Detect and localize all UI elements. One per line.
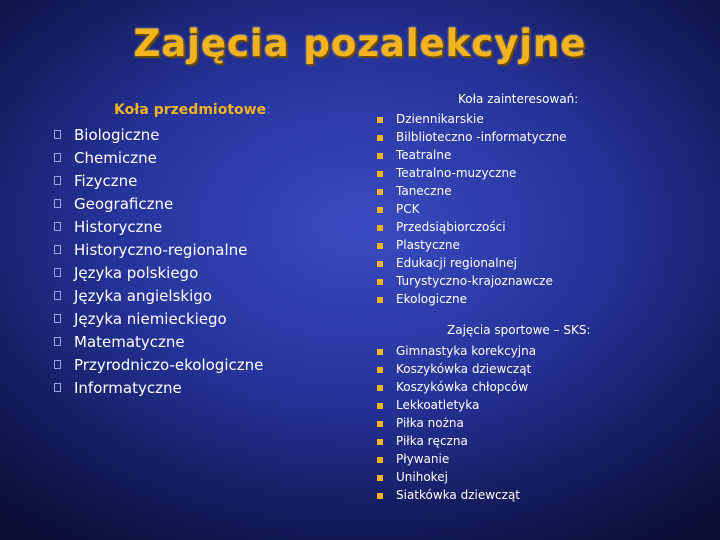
list-item-label: Dziennikarskie [396,112,484,126]
square-bullet-icon [377,243,383,249]
list-item-label: Plastyczne [396,238,460,252]
square-bullet-icon [377,367,383,373]
list-item-label: Lekkoatletyka [396,398,480,412]
list-item-label: Siatkówka dziewcząt [396,488,520,502]
list-item [54,262,263,285]
list-item-label: Piłka ręczna [396,434,468,448]
list-item [54,308,263,331]
square-bullet-icon [54,245,61,254]
square-bullet-icon [377,457,383,463]
list-item-label: Turystyczno-krajoznawcze [396,274,553,288]
list-item [377,342,536,360]
list-item [54,239,263,262]
list-item-label: Języka angielskigo [74,287,212,305]
square-bullet-icon [54,337,61,346]
sports-heading: Zajęcia sportowe – SKS: [447,323,591,337]
square-bullet-icon [54,222,61,231]
square-bullet-icon [377,297,383,303]
list-item-label: Języka niemieckiego [74,310,227,328]
list-item-label: Biologiczne [74,126,160,144]
square-bullet-icon [377,135,383,141]
list-item [54,377,263,400]
square-bullet-icon [54,199,61,208]
list-item [377,110,567,128]
square-bullet-icon [377,279,383,285]
square-bullet-icon [54,268,61,277]
square-bullet-icon [377,475,383,481]
list-item [377,360,536,378]
list-item [377,200,567,218]
square-bullet-icon [54,383,61,392]
list-item [377,254,567,272]
list-item-label: Koszykówka chłopców [396,380,529,394]
list-item-label: Teatralno-muzyczne [396,166,517,180]
list-item-label: Informatyczne [74,379,182,397]
list-item-label: Historyczno-regionalne [74,241,248,259]
list-item [377,164,567,182]
list-item-label: PCK [396,202,420,216]
square-bullet-icon [54,360,61,369]
square-bullet-icon [54,314,61,323]
list-item [377,378,536,396]
interest-clubs-list [377,110,567,308]
list-item [377,272,567,290]
list-item [377,450,536,468]
list-item-label: Taneczne [396,184,452,198]
list-item [54,124,263,147]
list-item-label: Ekologiczne [396,292,467,306]
list-item [54,193,263,216]
sports-list [377,342,536,504]
list-item-label: Teatralne [396,148,452,162]
square-bullet-icon [377,403,383,409]
list-item [54,170,263,193]
list-item-label: Języka polskiego [74,264,199,282]
square-bullet-icon [54,291,61,300]
list-item [377,468,536,486]
list-item [377,218,567,236]
square-bullet-icon [377,171,383,177]
list-item [377,236,567,254]
interest-clubs-heading: Koła zainteresowań: [458,92,579,106]
square-bullet-icon [54,153,61,162]
list-item [54,331,263,354]
list-item [54,216,263,239]
list-item-label: Unihokej [396,470,448,484]
list-item-label: Geograficzne [74,195,174,213]
list-item-label: Koszykówka dziewcząt [396,362,532,376]
list-item-label: Matematyczne [74,333,185,351]
subject-clubs-heading [114,102,271,118]
list-item [377,128,567,146]
square-bullet-icon [377,385,383,391]
list-item [54,285,263,308]
subject-clubs-list [54,124,263,400]
square-bullet-icon [54,176,61,185]
list-item-label: Bilblioteczno -informatyczne [396,130,567,144]
list-item [54,147,263,170]
list-item-label: Przedsiąbiorczości [396,220,506,234]
list-item [377,396,536,414]
list-item-label: Przyrodniczo-ekologiczne [74,356,264,374]
subject-clubs-heading-text: Koła przedmiotowe [114,102,267,118]
square-bullet-icon [377,349,383,355]
square-bullet-icon [377,261,383,267]
list-item-label: Fizyczne [74,172,138,190]
list-item-label: Chemiczne [74,149,157,167]
list-item [377,290,567,308]
square-bullet-icon [377,117,383,123]
square-bullet-icon [377,421,383,427]
square-bullet-icon [377,493,383,499]
square-bullet-icon [54,130,61,139]
square-bullet-icon [377,153,383,159]
subject-clubs-heading-colon: : [266,102,271,118]
list-item [54,354,263,377]
list-item-label: Edukacji regionalnej [396,256,517,270]
list-item-label: Pływanie [396,452,450,466]
square-bullet-icon [377,189,383,195]
list-item-label: Gimnastyka korekcyjna [396,344,537,358]
list-item [377,414,536,432]
list-item [377,432,536,450]
list-item [377,146,567,164]
list-item-label: Historyczne [74,218,163,236]
list-item [377,182,567,200]
list-item [377,486,536,504]
list-item-label: Piłka nożna [396,416,464,430]
square-bullet-icon [377,225,383,231]
square-bullet-icon [377,439,383,445]
slide-title: Zajęcia pozalekcyjne [133,22,587,65]
square-bullet-icon [377,207,383,213]
